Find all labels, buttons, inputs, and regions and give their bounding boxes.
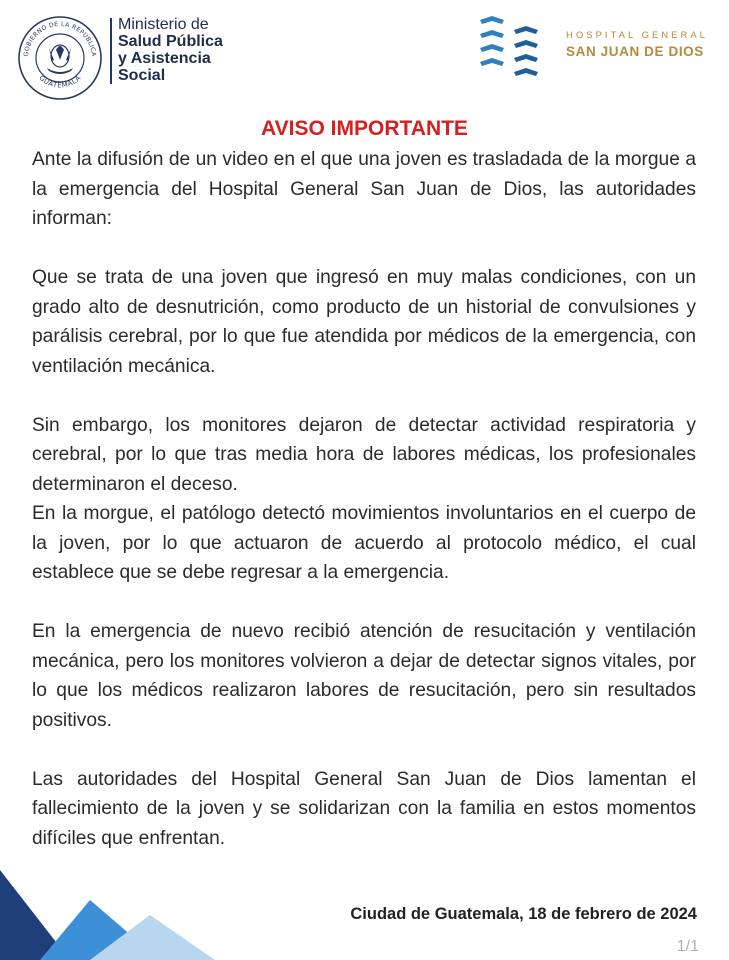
notice-paragraph-1: Ante la difusión de un video en el que una joven es trasladada de la morgue a la emergencia del Hospital General San Juan de Dios, las autoridades informan: [32,149,696,229]
hospital-line-2: SAN JUAN DE DIOS [566,44,704,59]
ministry-line-3: y Asistencia [118,50,211,67]
ministry-line-4: Social [118,67,166,84]
seal-text-bottom: GUATEMALA [37,73,83,90]
paragraph-spacer [32,234,696,264]
notice-paragraph-4: En la morgue, el patólogo detectó movimientos involuntarios en el cuerpo de la joven, por lo que actuaron de acuerdo al protocolo médico, el cual establece que se debe regresar a la emergencia. [32,503,696,583]
notice-paragraph-6: Las autoridades del Hospital General San Juan de Dios lamentan el fallecimiento de la joven y se solidarizan con la familia en estos momentos difíciles que enfrentan. [32,768,696,849]
hospital-line-1: HOSPITAL GENERAL [566,30,708,41]
page-number: 1/1 [676,938,699,955]
notice-paragraph-5: En la emergencia de nuevo recibió atención de resucitación y ventilación mecánica, pero los monitores volvieron a dejar de detectar signos vitales, por lo que los médicos realizaron labores de resucitación, pero sin resultados positivos. [32,621,696,731]
ministry-divider [110,18,112,84]
corner-decoration [0,860,240,960]
seal-text-top: GOBIERNO DE LA REPÚBLICA [22,20,98,57]
ministry-wordmark [118,16,223,84]
signature-location-date: Ciudad de Guatemala, 18 de febrero de 2024 [350,905,697,923]
paragraph-spacer [32,735,696,765]
hospital-chevron-logo-icon [478,16,546,78]
svg-text:GUATEMALA [37,74,82,90]
paragraph-spacer [32,381,696,411]
notice-body [32,145,696,853]
guatemala-seal-icon [16,14,104,102]
paragraph-spacer [32,588,696,618]
ministry-line-1: Ministerio de [118,16,209,33]
ministry-line-2: Salud Pública [118,33,223,50]
notice-paragraph-3: Sin embargo, los monitores dejaron de detectar actividad respiratoria y cerebral, por lo que tras media hora de labores médicas, los profesionales determinaron el deceso. [32,414,696,495]
letterhead [0,0,729,110]
notice-paragraph-2: Que se trata de una joven que ingresó en muy malas condiciones, con un grado alto de desnutrición, como producto de un historial de convulsiones y parálisis cerebral, por lo que fue atendida por médicos de la emergencia, con ventilación mecánica. [32,267,696,377]
notice-title: AVISO IMPORTANTE [261,117,468,140]
hospital-wordmark [566,30,708,59]
